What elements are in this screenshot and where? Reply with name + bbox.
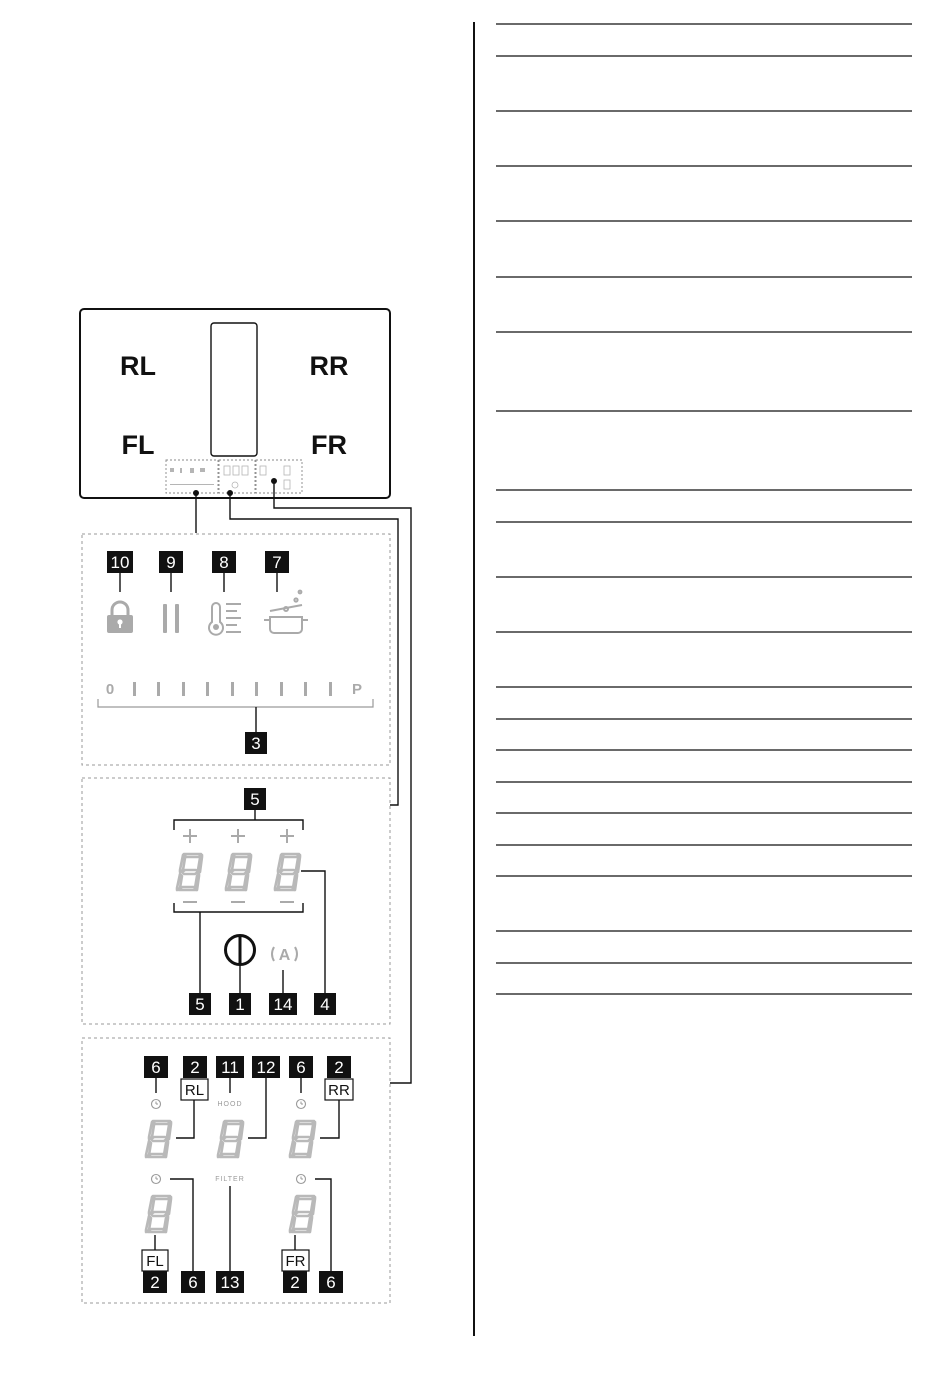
- lock-icon[interactable]: [107, 602, 133, 633]
- power-slider[interactable]: [106, 681, 362, 698]
- svg-text:1: 1: [235, 995, 245, 1014]
- svg-text:12: 12: [256, 1058, 276, 1077]
- svg-text:5: 5: [250, 790, 260, 809]
- filter-label: FILTER: [215, 1176, 245, 1183]
- callout-1: [229, 993, 251, 1015]
- callout-6-rr: [289, 1056, 313, 1093]
- panel-timer: [82, 778, 390, 1024]
- svg-text:5: 5: [195, 995, 205, 1014]
- auto-mode-icon[interactable]: [272, 947, 297, 964]
- zone-tag-rr[interactable]: [325, 1079, 353, 1100]
- digit-fl: [146, 1196, 171, 1232]
- slider-min-label: 0: [105, 681, 115, 698]
- callout-9: [159, 551, 183, 592]
- clock-icon[interactable]: [297, 1175, 306, 1184]
- svg-text:RL: RL: [184, 1082, 205, 1099]
- svg-text:8: 8: [219, 553, 229, 572]
- pot-boost-icon[interactable]: [264, 591, 308, 633]
- svg-text:14: 14: [273, 995, 293, 1014]
- svg-text:2: 2: [290, 1273, 300, 1292]
- svg-text:10: 10: [110, 553, 130, 572]
- digit-fr: [290, 1196, 315, 1232]
- panel-zones-hood: [82, 1038, 390, 1303]
- svg-text:6: 6: [151, 1058, 161, 1077]
- callout-2-fl: [143, 1271, 167, 1293]
- callout-2-rl: [183, 1056, 207, 1078]
- zone-label-rear-right: RR: [309, 351, 349, 381]
- callout-3: [245, 707, 267, 754]
- svg-text:4: 4: [320, 995, 330, 1014]
- hood-vent: [211, 323, 257, 456]
- svg-text:FL: FL: [146, 1253, 164, 1270]
- callout-5-top: [244, 788, 266, 820]
- callout-4: [314, 993, 336, 1015]
- digit-hood: [218, 1121, 243, 1157]
- callout-6-rl: [144, 1056, 168, 1093]
- callout-6-fr: [319, 1271, 343, 1293]
- hob-top-view: [80, 309, 390, 498]
- clock-icon[interactable]: [152, 1175, 161, 1184]
- digit-rl: [146, 1121, 171, 1157]
- zone-tag-fl[interactable]: [142, 1250, 168, 1271]
- callout-6-fl: [181, 1271, 205, 1293]
- svg-text:RR: RR: [328, 1082, 350, 1099]
- callout-5-bottom: [189, 993, 211, 1015]
- callout-2-rr: [327, 1056, 351, 1078]
- zone-tag-rl[interactable]: [181, 1079, 208, 1100]
- callout-10: [107, 551, 133, 592]
- callout-7: [265, 551, 289, 592]
- svg-text:FR: FR: [285, 1253, 306, 1270]
- empty-table: [496, 24, 912, 994]
- slider-max-label: P: [351, 681, 363, 698]
- digit-rr: [290, 1121, 315, 1157]
- svg-text:7: 7: [272, 553, 282, 572]
- zone-label-front-left: FL: [121, 430, 155, 460]
- thermometer-icon[interactable]: [209, 603, 241, 635]
- zone-label-front-right: FR: [311, 430, 347, 460]
- power-icon[interactable]: [226, 936, 255, 965]
- callout-11: [216, 1056, 244, 1093]
- clock-icon[interactable]: [297, 1100, 306, 1109]
- panel-functions: [82, 534, 390, 765]
- callout-14: [269, 993, 297, 1015]
- svg-text:A: A: [278, 947, 291, 964]
- zone-tag-fr[interactable]: [282, 1250, 309, 1271]
- callout-2-fr: [283, 1271, 307, 1293]
- svg-text:3: 3: [251, 734, 261, 753]
- timer-digit-display: [177, 854, 300, 890]
- pause-icon[interactable]: [163, 604, 179, 633]
- callout-12: [252, 1056, 280, 1078]
- clock-icon[interactable]: [152, 1100, 161, 1109]
- svg-text:13: 13: [220, 1273, 240, 1292]
- svg-text:9: 9: [166, 553, 176, 572]
- callout-8: [212, 551, 236, 592]
- svg-text:2: 2: [190, 1058, 200, 1077]
- svg-text:6: 6: [188, 1273, 198, 1292]
- svg-text:2: 2: [150, 1273, 160, 1292]
- svg-text:6: 6: [296, 1058, 306, 1077]
- svg-text:6: 6: [326, 1273, 336, 1292]
- hood-label: HOOD: [217, 1101, 243, 1108]
- svg-text:11: 11: [221, 1058, 239, 1077]
- zone-label-rear-left: RL: [120, 351, 156, 381]
- timer-plus-buttons[interactable]: [183, 829, 294, 843]
- svg-text:2: 2: [334, 1058, 344, 1077]
- callout-13: [216, 1271, 244, 1293]
